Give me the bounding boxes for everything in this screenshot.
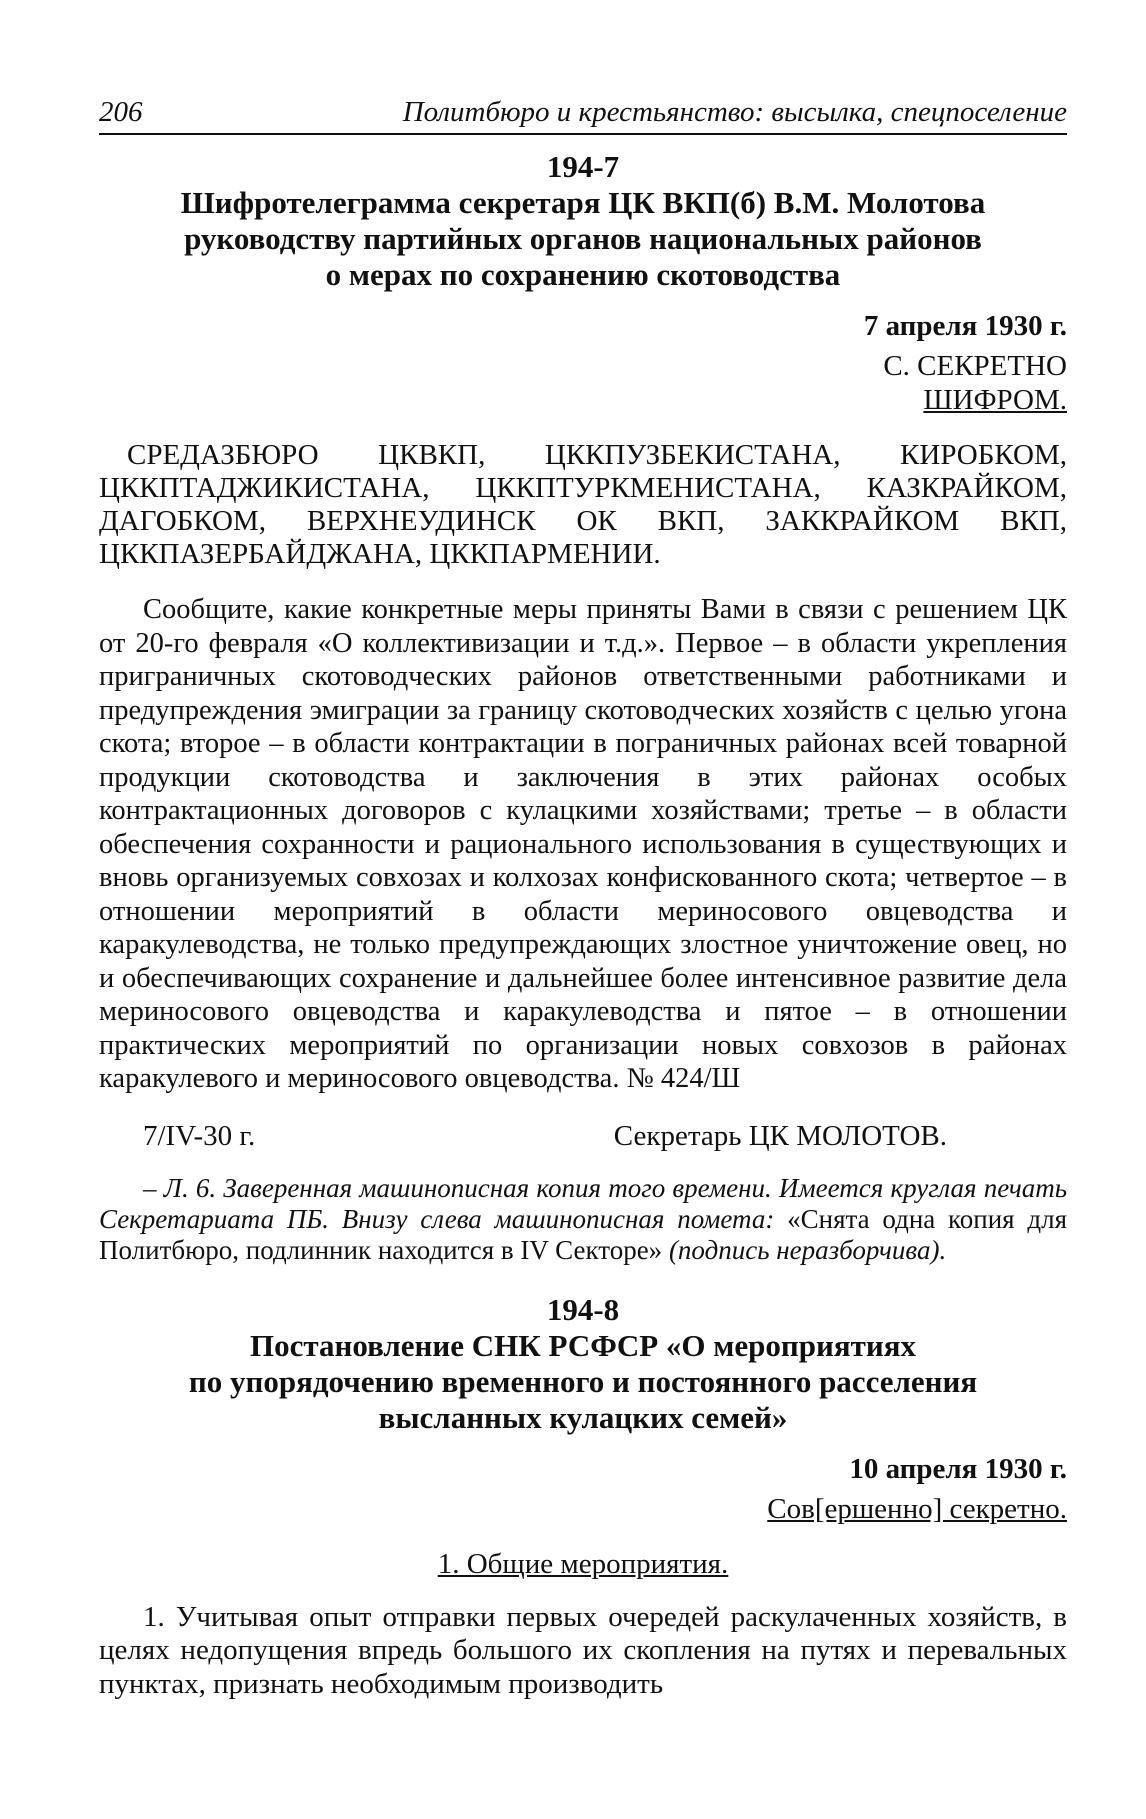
doc1-title [99, 185, 1067, 293]
doc1-classification-cipher: ШИФРОМ. [923, 384, 1067, 416]
doc1-sign-date: 7/IV-30 г. [143, 1119, 256, 1152]
doc1-signature-row [99, 1120, 1067, 1153]
doc1-title-line: о мерах по сохранению скотоводства [325, 257, 841, 292]
doc2-number: 194-8 [546, 1291, 620, 1327]
page-number: 206 [99, 96, 143, 128]
doc1-addressees: СРЕДАЗБЮРО ЦКВКП, ЦККПУЗБЕКИСТАНА, КИРОБКОМ, ЦККПТАДЖИКИСТАНА, ЦККПТУРКМЕНИСТАНА, КАЗКРАЙКОМ, ДАГОБКОМ, ВЕРХНЕУДИНСК ОК ВКП, ЗАККРАЙКОМ ВКП, ЦККПАЗЕРБАЙДЖАНА, ЦККПАРМЕНИИ. [99, 439, 1067, 570]
doc2-section-heading: 1. Общие мероприятия. [437, 1547, 729, 1580]
archive-note-italic: – Л. 6. Заверенная машинописная копия того времени. Имеется круглая печать Секретариата ПБ. Внизу слева машинописная помета: [99, 1172, 1067, 1234]
archive-note-plain: «Снята одна копия для Политбюро, подлинник находится в IV Секторе» [99, 1203, 1067, 1265]
doc1-signature: Секретарь ЦК МОЛОТОВ. [613, 1119, 947, 1152]
running-head [99, 96, 1067, 135]
doc2-date: 10 апреля 1930 г. [849, 1452, 1067, 1485]
doc1-classification [99, 349, 1067, 417]
doc1-title-line: Шифротелеграмма секретаря ЦК ВКП(б) В.М. Молотова [180, 185, 986, 220]
doc2-classification-text: Сов[ершенно] секретно. [767, 1492, 1067, 1525]
doc1-title-line: руководству партийных органов национальных районов [184, 221, 982, 256]
book-title: Политбюро и крестьянство: высылка, спецпоселение [402, 96, 1067, 128]
doc1-classification-secret: С. СЕКРЕТНО [883, 350, 1067, 382]
doc2-title [99, 1328, 1067, 1436]
doc2-title-line: Постановление СНК РСФСР «О мероприятиях [250, 1327, 916, 1363]
doc1-number: 194-7 [546, 149, 620, 184]
doc1-body: Сообщите, какие конкретные меры приняты Вами в связи с решением ЦК от 20-го февраля «О коллективизации и т.д.». Первое – в области укрепления приграничных скотоводческих районов ответственными работниками и предупреждения эмиграции за границу скотоводческих хозяйств с целью угона скота; второе – в области контрактации в пограничных районах всей товарной продукции скотоводства и заключения в этих районах особых контрактационных договоров с кулацкими хозяйствами; третье – в области обеспечения сохранности и рационального использования в существующих и вновь организуемых совхозах и колхозах конфискованного скота; четвертое – в отношении мероприятий в области мериносового овцеводства и каракулеводства, не только предупреждающих злостное уничтожение овец, но и обеспечивающих сохранение и дальнейшее более интенсивное развитие дела мериносового овцеводства и каракулеводства и пятое – в отношении практических мероприятий по организации новых совхозов в районах каракулевого и мериносового овцеводства. № 424/Ш [99, 594, 1067, 1094]
doc2-title-line: высланных кулацких семей» [378, 1399, 788, 1435]
doc1-archive-note [99, 1173, 1067, 1266]
archive-note-end: (подпись неразборчива). [668, 1234, 947, 1265]
doc2-paragraph-1: 1. Учитывая опыт отправки первых очередей раскулаченных хозяйств, в целях недопущения впредь большого их скопления на путях и перевальных пунктах, признать необходимым производить [99, 1600, 1067, 1700]
doc1-date: 7 апреля 1930 г. [863, 310, 1067, 342]
page [99, 96, 1067, 1701]
doc2-title-line: по упорядочению временного и постоянного расселения [188, 1363, 978, 1399]
doc2-classification [99, 1492, 1067, 1526]
